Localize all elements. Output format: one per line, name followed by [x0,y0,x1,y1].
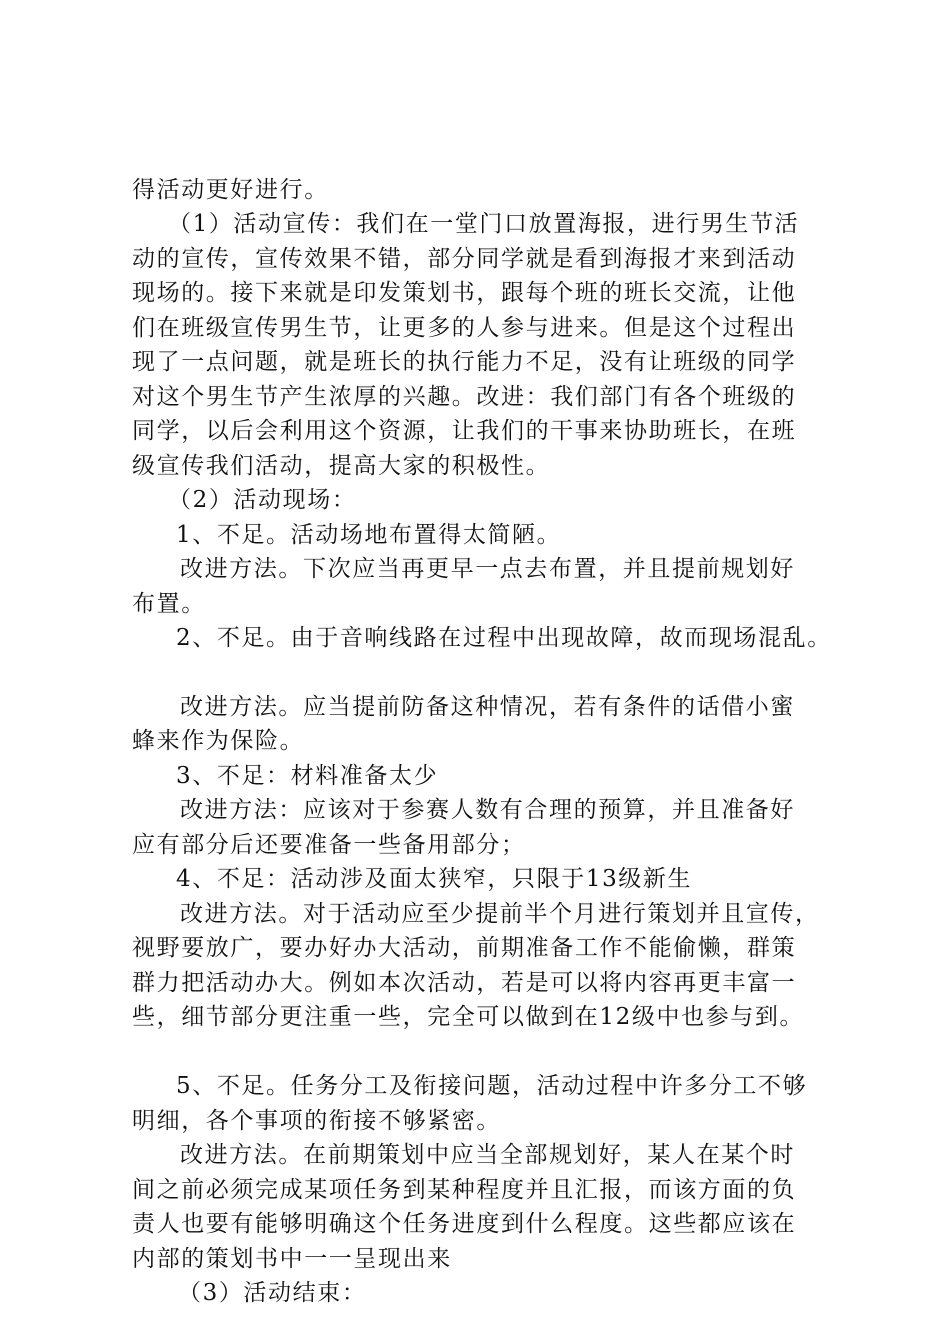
text-line: 布置。 [132,591,206,617]
text-line: 现场的。接下来就是印发策划书，跟每个班的班长交流，让他 [132,280,797,306]
text-line: 些，细节部分更注重一些，完全可以做到在12级中也参与到。 [132,1004,805,1030]
text-line: （1）活动宣传：我们在一堂门口放置海报，进行男生节活 [168,211,800,237]
section-heading: （3）活动结束： [178,1280,367,1306]
text-line: 3、不足：材料准备太少 [176,763,439,789]
text-line: 责人也要有能够明确这个任务进度到什么程度。这些都应该在 [132,1211,797,1237]
text-line: 对这个男生节产生浓厚的兴趣。改进：我们部门有各个班级的 [132,384,797,410]
text-line: 应有部分后还要准备一些备用部分； [132,832,526,858]
text-line: 现了一点问题，就是班长的执行能力不足，没有让班级的同学 [132,349,797,375]
text-line: 间之前必须完成某项任务到某种程度并且汇报，而该方面的负 [132,1177,797,1203]
text-line: 2、不足。由于音响线路在过程中出现故障，故而现场混乱。 [176,625,832,651]
text-line: 蜂来作为保险。 [132,728,305,754]
text-line: 级宣传我们活动，提高大家的积极性。 [132,453,551,479]
text-line: 们在班级宣传男生节，让更多的人参与进来。但是这个过程出 [132,315,797,341]
text-line: 1、不足。活动场地布置得太简陋。 [176,522,562,548]
text-line: 群力把活动办大。例如本次活动，若是可以将内容再更丰富一 [132,970,797,996]
text-line: 明细，各个事项的衔接不够紧密。 [132,1108,501,1134]
text-line: 4、不足：活动涉及面太狭窄，只限于13级新生 [176,866,693,892]
text-line: 改进方法。应当提前防备这种情况，若有条件的话借小蜜 [180,694,795,720]
text-line: 5、不足。任务分工及衔接问题，活动过程中许多分工不够 [176,1073,808,1099]
text-line: 内部的策划书中一一呈现出来 [132,1246,452,1272]
text-line: 得活动更好进行。 [132,177,329,203]
text-line: 改进方法。对于活动应至少提前半个月进行策划并且宣传， [180,901,820,927]
text-line: 改进方法。在前期策划中应当全部规划好，某人在某个时 [180,1142,795,1168]
text-line: 视野要放广，要办好办大活动，前期准备工作不能偷懒，群策 [132,935,797,961]
text-line: 改进方法。下次应当再更早一点去布置，并且提前规划好 [180,556,795,582]
section-heading: （2）活动现场： [168,487,357,513]
text-line: 改进方法：应该对于参赛人数有合理的预算，并且准备好 [180,797,795,823]
text-line: 同学，以后会利用这个资源，让我们的干事来协助班长，在班 [132,418,797,444]
text-line: 动的宣传，宣传效果不错，部分同学就是看到海报才来到活动 [132,246,797,272]
